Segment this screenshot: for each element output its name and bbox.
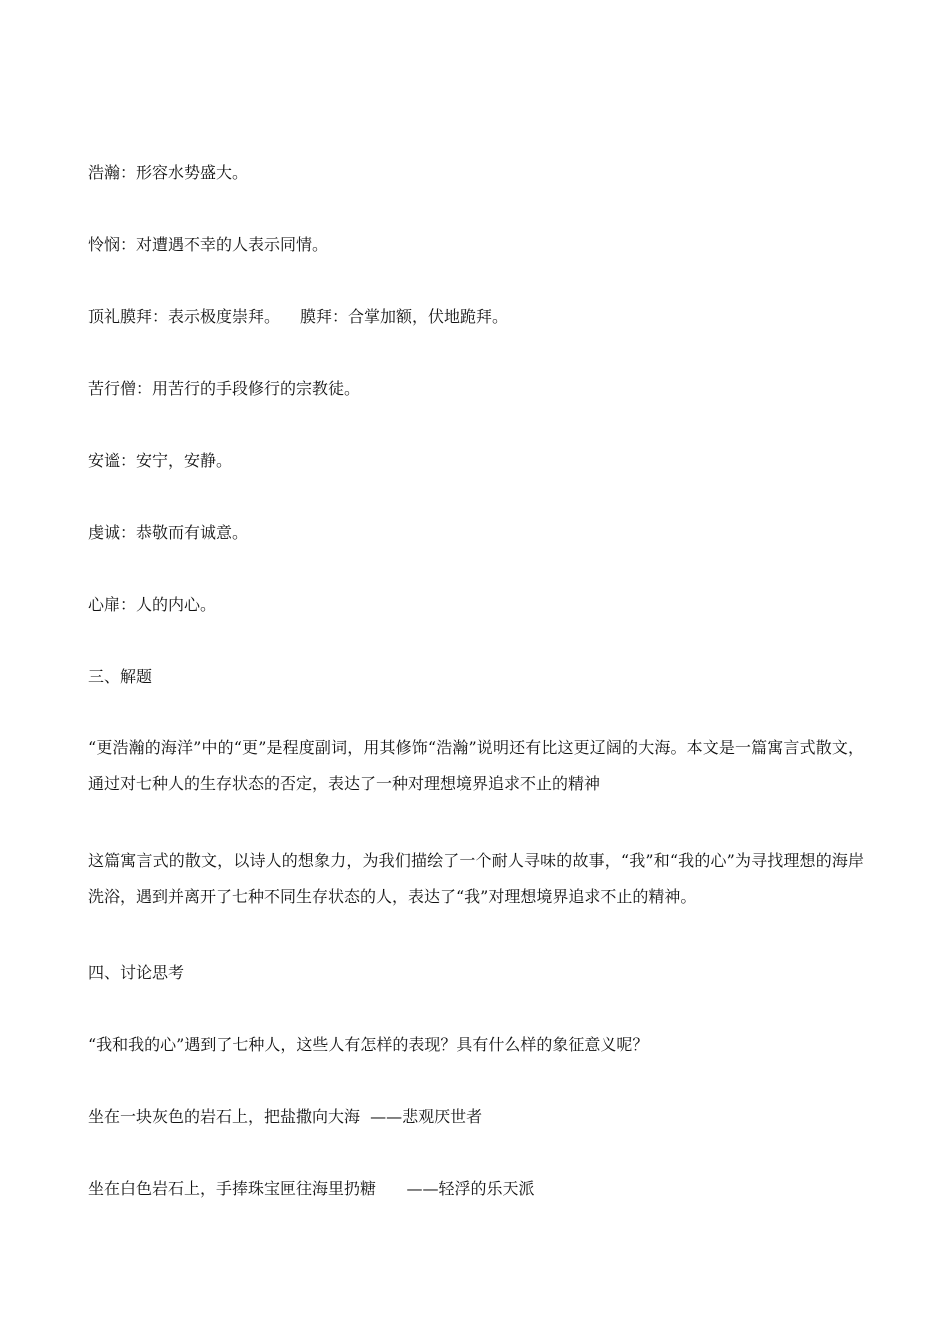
taolun-item-2: 坐在白色岩石上，手捧珠宝匣往海里扔糖 ——轻浮的乐天派 xyxy=(88,1179,535,1198)
definition-dingli-mobai xyxy=(88,305,864,329)
definition-lianmin: 怜悯：对遭遇不幸的人表示同情。 xyxy=(88,235,329,254)
definition-mobai-text: 膜拜：合掌加额，伏地跪拜。 xyxy=(300,307,509,326)
definition-anmi: 安谧：安宁，安静。 xyxy=(88,451,233,470)
taolun-item-1: 坐在一块灰色的岩石上，把盐撒向大海 ——悲观厌世者 xyxy=(88,1107,483,1126)
definition-haohan: 浩瀚：形容水势盛大。 xyxy=(88,163,249,182)
section-heading-jieti: 三、解题 xyxy=(88,667,153,686)
jieti-paragraph-1: “更浩瀚的海洋”中的“更”是程度副词，用其修饰“浩瀚”说明还有比这更辽阔的大海。本文是一篇寓言式散文，通过对七种人的生存状态的否定，表达了一种对理想境界追求不止的精神 xyxy=(88,738,864,793)
definition-kuxingseng: 苦行僧：用苦行的手段修行的宗教徒。 xyxy=(88,379,361,398)
definition-dingli-mobai-text: 顶礼膜拜：表示极度崇拜。 xyxy=(88,307,281,326)
definition-xinfei: 心扉：人的内心。 xyxy=(88,595,217,614)
taolun-question: “我和我的心”遇到了七种人，这些人有怎样的表现？具有什么样的象征意义呢？ xyxy=(88,1035,649,1054)
jieti-paragraph-2: 这篇寓言式的散文，以诗人的想象力，为我们描绘了一个耐人寻味的故事，“我”和“我的心”为寻找理想的海岸洗浴，遇到并离开了七种不同生存状态的人，表达了“我”对理想境界追求不止的精神。 xyxy=(88,851,864,906)
definition-qiancheng: 虔诚：恭敬而有诚意。 xyxy=(88,523,249,542)
section-heading-taolun: 四、讨论思考 xyxy=(88,963,185,982)
